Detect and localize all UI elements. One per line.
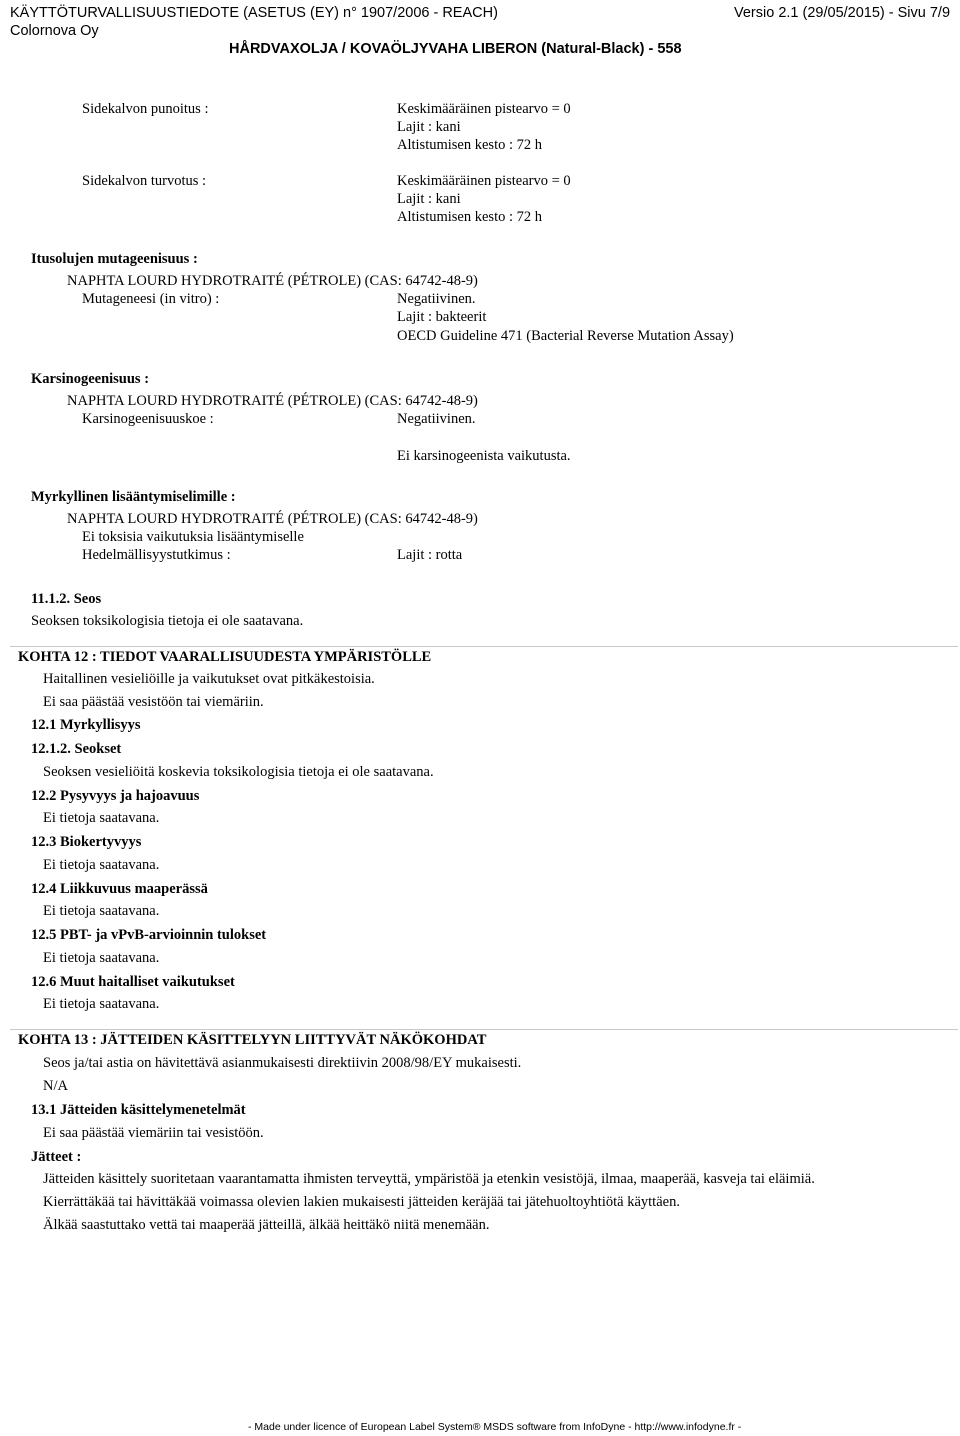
- reproductive-species: Lajit : rotta: [397, 547, 463, 563]
- skin-irritation-score: Keskimääräinen pistearvo = 0: [397, 101, 571, 117]
- company-name: Colornova Oy: [10, 23, 99, 39]
- section-12-3-text: Ei tietoja saatavana.: [43, 857, 160, 873]
- waste-text-1: Jätteiden käsittely suoritetaan vaarantamatta ihmisten terveyttä, ympäristöä ja etenkin vesistöjä, ilmaa, maaperää, kasveja tai eläimiä.: [43, 1171, 815, 1187]
- section-13-1-text: Ei saa päästää viemäriin tai vesistöön.: [43, 1125, 264, 1141]
- carcinogenicity-label: Karsinogeenisuuskoe :: [82, 411, 214, 427]
- section-12-title: KOHTA 12 : TIEDOT VAARALLISUUDESTA YMPÄRISTÖLLE: [18, 649, 432, 665]
- section-13-title: KOHTA 13 : JÄTTEIDEN KÄSITTELYYN LIITTYVÄT NÄKÖKOHDAT: [18, 1032, 487, 1048]
- skin-irritation-label: Sidekalvon punoitus :: [82, 101, 209, 117]
- section-12-2-text: Ei tietoja saatavana.: [43, 810, 160, 826]
- section-12-intro-1: Haitallinen vesieliöille ja vaikutukset ovat pitkäkestoisia.: [43, 671, 375, 687]
- section-12-4-text: Ei tietoja saatavana.: [43, 903, 160, 919]
- reproductive-label: Hedelmällisyystutkimus :: [82, 547, 231, 563]
- section-13-na: N/A: [43, 1078, 68, 1094]
- skin-swelling-species: Lajit : kani: [397, 191, 461, 207]
- carcinogenicity-heading: Karsinogeenisuus :: [31, 371, 150, 387]
- carcinogenicity-substance: NAPHTA LOURD HYDROTRAITÉ (PÉTROLE) (CAS: 64742-48-9): [67, 393, 478, 409]
- mutagenicity-result: Negatiivinen.: [397, 291, 476, 307]
- product-name: HÅRDVAXOLJA / KOVAÖLJYVAHA LIBERON (Natural-Black) - 558: [229, 41, 682, 57]
- skin-irritation-duration: Altistumisen kesto : 72 h: [397, 137, 542, 153]
- mutagenicity-guideline: OECD Guideline 471 (Bacterial Reverse Mutation Assay): [397, 328, 734, 344]
- section-12-1-2-text: Seoksen vesieliöitä koskevia toksikologisia tietoja ei ole saatavana.: [43, 764, 434, 780]
- section-12-5-heading: 12.5 PBT- ja vPvB-arvioinnin tulokset: [31, 927, 267, 943]
- carcinogenicity-effect: Ei karsinogeenista vaikutusta.: [397, 448, 571, 464]
- document-title: KÄYTTÖTURVALLISUUSTIEDOTE (ASETUS (EY) n° 1907/2006 - REACH): [10, 5, 498, 21]
- skin-swelling-score: Keskimääräinen pistearvo = 0: [397, 173, 571, 189]
- section-12-divider: [10, 646, 958, 647]
- waste-heading: Jätteet :: [31, 1149, 82, 1165]
- waste-text-2: Kierrättäkää tai hävittäkää voimassa olevien lakien mukaisesti jätteiden keräjää tai jätehuoltoyhtiötä käyttäen.: [43, 1194, 680, 1210]
- mutagenicity-species: Lajit : bakteerit: [397, 309, 487, 325]
- carcinogenicity-result: Negatiivinen.: [397, 411, 476, 427]
- section-13-intro: Seos ja/tai astia on hävitettävä asianmukaisesti direktiivin 2008/98/EY mukaisesti.: [43, 1055, 522, 1071]
- skin-swelling-label: Sidekalvon turvotus :: [82, 173, 207, 189]
- section-12-2-heading: 12.2 Pysyvyys ja hajoavuus: [31, 788, 200, 804]
- section-12-1-heading: 12.1 Myrkyllisyys: [31, 717, 141, 733]
- reproductive-note: Ei toksisia vaikutuksia lisääntymiselle: [82, 529, 304, 545]
- mixture-heading: 11.1.2. Seos: [31, 591, 102, 607]
- section-12-4-heading: 12.4 Liikkuvuus maaperässä: [31, 881, 208, 897]
- skin-swelling-duration: Altistumisen kesto : 72 h: [397, 209, 542, 225]
- section-12-5-text: Ei tietoja saatavana.: [43, 950, 160, 966]
- section-12-3-heading: 12.3 Biokertyvyys: [31, 834, 142, 850]
- section-12-6-text: Ei tietoja saatavana.: [43, 996, 160, 1012]
- section-13-1-heading: 13.1 Jätteiden käsittelymenetelmät: [31, 1102, 246, 1118]
- footer-text: - Made under licence of European Label System® MSDS software from InfoDyne - http://www.infodyne.fr -: [248, 1421, 742, 1433]
- reproductive-heading: Myrkyllinen lisääntymiselimille :: [31, 489, 236, 505]
- version-page-info: Versio 2.1 (29/05/2015) - Sivu 7/9: [734, 5, 951, 21]
- mutagenicity-heading: Itusolujen mutageenisuus :: [31, 251, 198, 267]
- section-12-6-heading: 12.6 Muut haitalliset vaikutukset: [31, 974, 235, 990]
- mixture-text: Seoksen toksikologisia tietoja ei ole saatavana.: [31, 613, 304, 629]
- skin-irritation-species: Lajit : kani: [397, 119, 461, 135]
- section-13-divider: [10, 1029, 958, 1030]
- reproductive-substance: NAPHTA LOURD HYDROTRAITÉ (PÉTROLE) (CAS: 64742-48-9): [67, 511, 478, 527]
- mutagenicity-substance: NAPHTA LOURD HYDROTRAITÉ (PÉTROLE) (CAS: 64742-48-9): [67, 273, 478, 289]
- section-12-intro-2: Ei saa päästää vesistöön tai viemäriin.: [43, 694, 264, 710]
- waste-text-3: Älkää saastuttako vettä tai maaperää jätteillä, älkää heittäkö niitä menemään.: [43, 1217, 490, 1233]
- section-12-1-2-heading: 12.1.2. Seokset: [31, 741, 122, 757]
- mutagenicity-label: Mutageneesi (in vitro) :: [82, 291, 220, 307]
